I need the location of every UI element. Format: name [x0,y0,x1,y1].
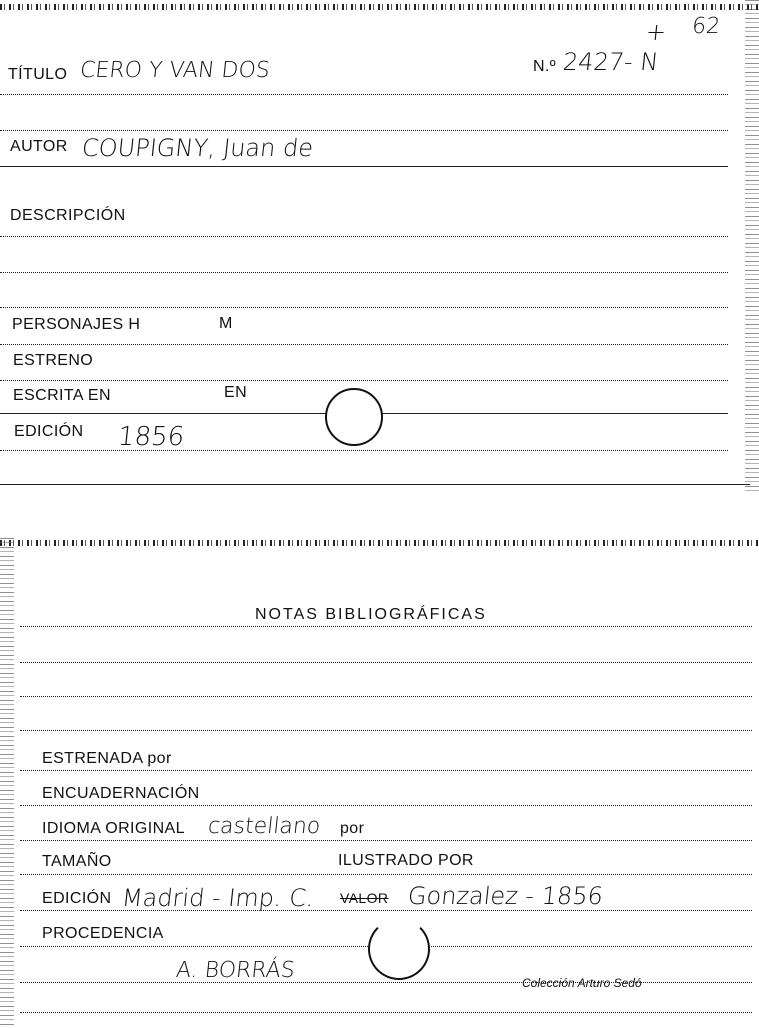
catalog-card-bottom [0,538,759,1028]
rule [0,450,728,451]
punch-hole-circle [325,388,383,446]
corner-mark-number: 62 [690,14,722,39]
corner-mark-plus: + [644,18,668,46]
descripcion-label: DESCRIPCIÓN [10,207,126,224]
titulo-value: CERO Y VAN DOS [78,58,271,83]
rule [0,484,750,485]
rule [0,272,728,273]
rule [20,730,752,731]
rule [0,166,728,167]
edicion-value-2: Gonzalez - 1856 [406,882,605,910]
idioma-value: castellano [206,814,322,839]
personajes-m-label: M [219,315,233,332]
tamano-label: TAMAÑO [42,853,112,870]
idioma-por-label: por [340,820,365,837]
procedencia-label: PROCEDENCIA [42,925,164,942]
personajes-label: PERSONAJES H [12,316,141,333]
escrita-en-label: EN [224,384,248,401]
ilustrado-label: ILUSTRADO POR [338,852,474,869]
rule [20,626,752,627]
torn-edge-top [0,540,759,546]
idioma-label: IDIOMA ORIGINAL [42,820,185,837]
autor-value: COUPIGNY, Juan de [80,134,315,162]
rule [0,130,728,131]
numero-value: 2427- N [561,48,660,76]
encuadernacion-label: ENCUADERNACIÓN [42,785,200,802]
rule [20,696,752,697]
valor-label: VALOR [340,890,389,906]
torn-edge-top [0,4,759,10]
punch-hole-circle [368,918,430,980]
notas-title: NOTAS BIBLIOGRÁFICAS [255,606,487,623]
rule [20,770,752,771]
rule [0,236,728,237]
torn-edge-left [0,538,14,1028]
torn-edge-right [745,0,759,495]
edicion-label: EDICIÓN [14,423,84,440]
rule [0,307,728,308]
rule [20,840,752,841]
edicion-value: 1856 [116,422,186,452]
edicion-label: EDICIÓN [42,890,112,907]
rule [20,805,752,806]
rule [20,910,752,911]
estreno-label: ESTRENO [13,352,94,369]
edicion-value: Madrid - Imp. C. [120,884,316,912]
rule [20,874,752,875]
rule [0,344,728,345]
autor-label: AUTOR [10,138,68,155]
escrita-label: ESCRITA EN [13,387,111,404]
catalog-card-top [0,0,759,495]
coleccion-stamp: Colección Arturo Sedó [522,976,642,990]
titulo-label: TÍTULO [8,66,68,83]
rule [20,1012,752,1013]
procedencia-value: A. BORRÁS [174,958,297,983]
numero-label: N.º [533,58,557,75]
rule [20,982,752,983]
estrenada-label: ESTRENADA por [42,750,172,767]
rule [20,662,752,663]
rule [0,94,728,95]
rule [0,380,728,381]
